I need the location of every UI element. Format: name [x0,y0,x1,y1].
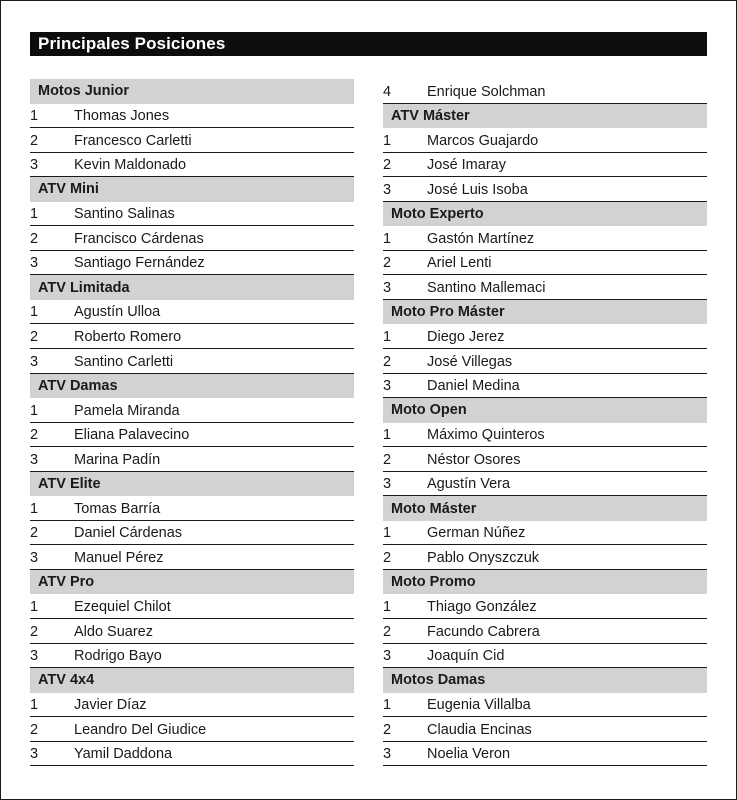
result-row [383,619,707,644]
result-row [383,374,707,399]
position-number: 3 [383,181,392,198]
result-row [383,349,707,374]
position-number: 2 [383,157,392,174]
results-column-right [383,79,707,766]
position-number: 2 [30,427,39,444]
result-row [383,644,707,669]
rider-name: Facundo Cabrera [427,623,540,640]
rider-name: Rodrigo Bayo [74,648,162,665]
rider-name: Ezequiel Chilot [74,599,171,616]
rider-name: Claudia Encinas [427,721,532,738]
category-header: Moto Experto [383,202,707,227]
position-number: 2 [30,721,39,738]
result-row [383,472,707,497]
rider-name: Daniel Medina [427,378,520,395]
results-column-left [30,79,354,766]
result-row [30,496,354,521]
position-number: 3 [383,378,392,395]
rider-name: Aldo Suarez [74,623,153,640]
result-row [30,594,354,619]
position-number: 3 [30,157,39,174]
result-row [30,717,354,742]
result-row [383,153,707,178]
position-number: 1 [30,402,39,419]
position-number: 3 [30,451,39,468]
position-number: 3 [383,648,392,665]
category-header: Moto Promo [383,570,707,595]
position-number: 1 [383,230,392,247]
position-number: 2 [30,329,39,346]
rider-name: José Luis Isoba [427,181,528,198]
position-number: 4 [383,83,392,100]
result-row [383,251,707,276]
rider-name: José Imaray [427,157,506,174]
position-number: 2 [30,525,39,542]
result-row [30,423,354,448]
rider-name: Francesco Carletti [74,132,192,149]
category-header: ATV Pro [30,570,354,595]
result-row [383,128,707,153]
category-header: Motos Damas [383,668,707,693]
rider-name: Thiago González [427,599,537,616]
result-row [30,521,354,546]
result-row [30,742,354,767]
rider-name: Santino Mallemaci [427,279,546,296]
result-row [30,202,354,227]
rider-name: Enrique Solchman [427,83,546,100]
rider-name: Santino Carletti [74,353,174,370]
category-header: ATV Máster [383,104,707,129]
result-row [30,619,354,644]
position-number: 2 [383,255,392,272]
rider-name: Santiago Fernández [74,255,205,272]
position-number: 3 [30,746,39,763]
rider-name: Tomas Barría [74,500,161,517]
rider-name: Francisco Cárdenas [74,230,204,247]
result-row [383,79,707,104]
rider-name: German Núñez [427,525,526,542]
category-header: Moto Open [383,398,707,423]
result-row [30,398,354,423]
rider-name: Javier Díaz [74,697,147,714]
result-row [30,644,354,669]
position-number: 2 [383,353,392,370]
result-row [30,447,354,472]
rider-name: Diego Jerez [427,329,505,346]
position-number: 3 [30,353,39,370]
position-number: 1 [30,304,39,321]
rider-name: Máximo Quinteros [427,427,545,444]
category-header: ATV Mini [30,177,354,202]
rider-name: Yamil Daddona [74,746,173,763]
result-row [30,153,354,178]
rider-name: Leandro Del Giudice [74,721,207,738]
rider-name: Marina Padín [74,451,161,468]
position-number: 3 [30,549,39,566]
rider-name: José Villegas [427,353,513,370]
position-number: 1 [30,697,39,714]
position-number: 1 [30,599,39,616]
position-number: 1 [383,329,392,346]
result-row [30,324,354,349]
result-row [30,128,354,153]
position-number: 2 [383,721,392,738]
result-row [383,447,707,472]
rider-name: Joaquín Cid [427,648,505,665]
rider-name: Roberto Romero [74,329,182,346]
rider-name: Néstor Osores [427,451,521,468]
position-number: 2 [383,451,392,468]
position-number: 1 [30,108,39,125]
result-row [30,693,354,718]
category-header: Moto Pro Máster [383,300,707,325]
rider-name: Thomas Jones [74,108,170,125]
position-number: 1 [30,206,39,223]
rider-name: Kevin Maldonado [74,157,187,174]
position-number: 1 [383,427,392,444]
rider-name: Pablo Onyszczuk [427,549,540,566]
result-row [30,545,354,570]
category-header: Motos Junior [30,79,354,104]
position-number: 2 [30,132,39,149]
rider-name: Marcos Guajardo [427,132,539,149]
result-row [383,226,707,251]
position-number: 2 [30,230,39,247]
position-number: 1 [383,697,392,714]
rider-name: Agustín Ulloa [74,304,161,321]
position-number: 3 [30,255,39,272]
position-number: 3 [383,476,392,493]
result-row [383,545,707,570]
category-header: ATV Elite [30,472,354,497]
result-row [383,423,707,448]
rider-name: Manuel Pérez [74,549,164,566]
position-number: 1 [383,599,392,616]
result-row [30,349,354,374]
category-header: ATV 4x4 [30,668,354,693]
position-number: 1 [383,525,392,542]
rider-name: Eliana Palavecino [74,427,190,444]
category-header: ATV Limitada [30,275,354,300]
rider-name: Santino Salinas [74,206,175,223]
position-number: 2 [383,549,392,566]
rider-name: Pamela Miranda [74,402,180,419]
position-number: 3 [30,648,39,665]
result-row [383,717,707,742]
position-number: 2 [383,623,392,640]
rider-name: Ariel Lenti [427,255,492,272]
position-number: 3 [383,279,392,296]
result-row [383,324,707,349]
result-row [383,275,707,300]
result-row [30,104,354,129]
rider-name: Noelia Veron [427,746,511,763]
result-row [383,521,707,546]
position-number: 2 [30,623,39,640]
category-header: Moto Máster [383,496,707,521]
rider-name: Gastón Martínez [427,230,535,247]
result-row [383,177,707,202]
result-row [30,300,354,325]
position-number: 3 [383,746,392,763]
result-row [383,742,707,767]
rider-name: Eugenia Villalba [427,697,531,714]
position-number: 1 [383,132,392,149]
result-row [30,226,354,251]
result-row [383,594,707,619]
rider-name: Daniel Cárdenas [74,525,183,542]
position-number: 1 [30,500,39,517]
rider-name: Agustín Vera [427,476,511,493]
result-row [383,693,707,718]
category-header: ATV Damas [30,374,354,399]
page-title: Principales Posiciones [30,32,707,56]
result-row [30,251,354,276]
